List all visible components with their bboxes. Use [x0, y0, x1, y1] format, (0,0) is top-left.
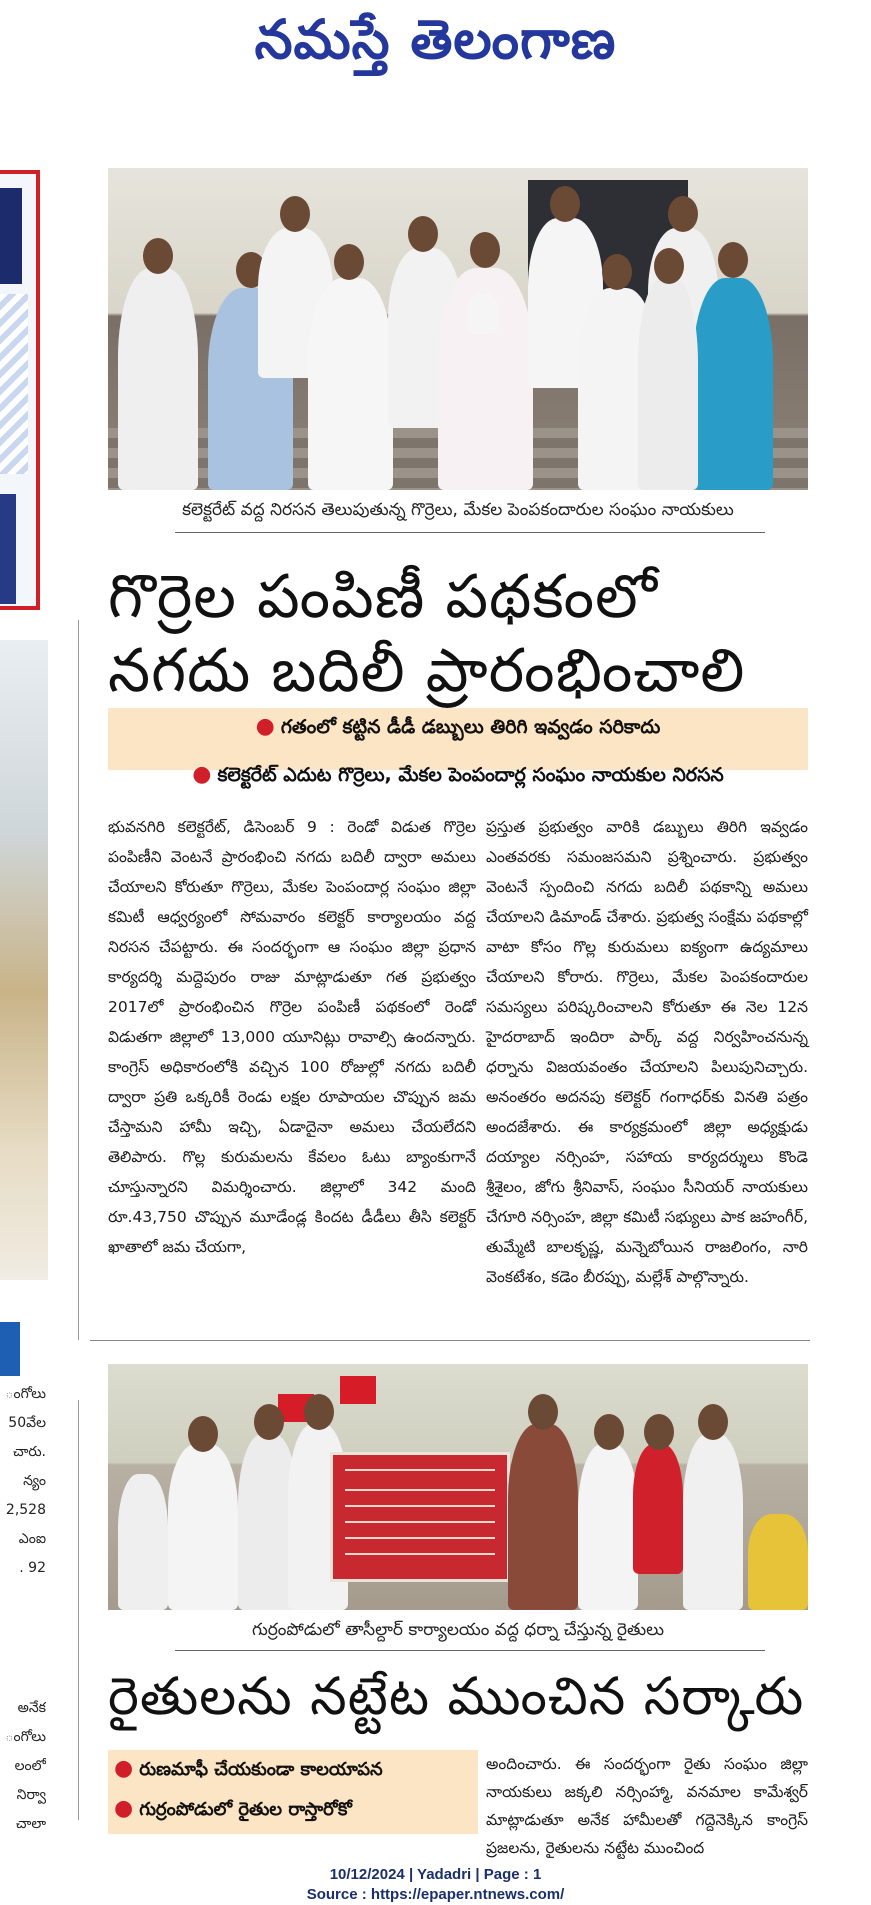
masthead — [0, 0, 871, 82]
page-info: 10/12/2024 | Yadadri | Page : 1 — [329, 1866, 542, 1883]
adjacent-photo-fragment — [0, 640, 48, 1280]
adjacent-text-fragment-a: ంగోలు 50వేల చారు. న్యం 2,528 ఎంఐ . 92 — [5, 1386, 46, 1576]
protest-photo — [108, 168, 808, 490]
adjacent-heading-fragment — [0, 1322, 20, 1376]
subhead-1: ● గతంలో కట్టిన డీడీ డబ్బులు తిరిగి ఇవ్వడం సరికాదు — [255, 714, 661, 739]
headline-line-2: నగదు బదిలీ ప్రారంభించాలి — [108, 636, 746, 706]
photo-caption: కలెక్టరేట్ వద్ద నిరసన తెలుపుతున్న గొర్రెలు, మేకల పెంపకందారుల సంఘం నాయకులు — [182, 500, 734, 520]
photo-caption-2: గుర్రంపోడులో తాసీల్దార్ కార్యాలయం వద్ద ధర్నా చేస్తున్న రైతులు — [251, 1620, 665, 1640]
newspaper-logo: నమస్తే తెలంగాణ — [254, 7, 617, 71]
adjacent-ad-fragment — [0, 170, 40, 610]
article-headline-2: రైతులను నట్టేట ముంచిన సర్కారు — [108, 1667, 805, 1727]
headline-line-1: గొర్రెల పంపిణీ పథకంలో — [108, 562, 658, 632]
subhead-2: ● కలెక్టరేట్ ఎదుట గొర్రెలు, మేకల పెంపందార్ల సంఘం నాయకుల నిరసన — [192, 762, 724, 787]
column-rule — [78, 620, 79, 1340]
bullet-icon: ● — [114, 1796, 134, 1821]
dharna-photo — [108, 1364, 808, 1610]
caption-rule-2 — [175, 1650, 765, 1651]
adjacent-text-fragment-b: అనేక ంగోలు లంలో నిర్వా చాలా — [5, 1700, 46, 1832]
subhead-4: ● గుర్రంపోడులో రైతుల రాస్తారోకో — [114, 1796, 352, 1821]
bullet-icon: ● — [192, 762, 212, 787]
subhead-3: ● రుణమాఫీ చేయకుండా కాలయాపన — [114, 1756, 383, 1781]
bullet-icon: ● — [255, 714, 275, 739]
article-body-column-2: ప్రస్తుత ప్రభుత్వం వారికి డబ్బులు తిరిగి ఇవ్వడం ఎంతవరకు సమంజసమని ప్రశ్నించారు. ప్రభుత్వం వెంటనే స్పందించి నగదు బదిలీ పథకాన్ని అమలు చేయాలని డిమాండ్ చేశారు. ప్రభుత్వ సంక్షేమ పథకాల్లో వాటా కోసం గొల్ల కురుమలు ఐక్యంగా ఉద్యమాలు చేయాలని కోరారు. గొర్రెలు, మేకల పెంపకందారుల సమస్యలు పరిష్కరించాలని కోరుతూ ఈ నెల 12న హైదరాబాద్ ఇందిరా పార్క్ వద్ద నిర్వహించనున్న ధర్నాను విజయవంతం చేయాలని పిలుపునిచ్చారు. అనంతరం అదనపు కలెక్టర్ గంగాధర్‌కు వినతి పత్రం అందజేశారు. ఈ కార్యక్రమంలో జిల్లా అధ్యక్షుడు దయ్యాల నర్సింహ, సహాయ కార్యదర్శులు కొండె శ్రీశైలం, జోగు శ్రీనివాస్, సంఘం సీనియర్ నాయకులు చేగూరి నర్సింహ, జిల్లా కమిటీ సభ్యులు పాక జహంగీర్, తుమ్మేటి బాలకృష్ణ, మన్నెబోయిన రాజలింగం, నారి వెంకటేశం, కడెం బీరప్పు, మల్లేశ్ పాల్గొన్నారు. — [486, 818, 808, 1286]
protest-banner — [330, 1452, 510, 1582]
column-rule-lower — [78, 1400, 79, 1820]
article-body-2: అందించారు. ఈ సందర్భంగా రైతు సంఘం జిల్లా నాయకులు జక్కలి నర్సింహ్మా, వనమాల కామేశ్వర్ మాట్లాడుతూ అనేక హామీలతో గద్దెనెక్కిన కాంగ్రెస్ ప్రజలను, రైతులను నట్టేట ముంచింద — [486, 1755, 808, 1857]
source-link[interactable]: Source : https://epaper.ntnews.com/ — [306, 1886, 565, 1903]
caption-rule — [175, 532, 765, 533]
article-body-column-1: భువనగిరి కలెక్టరేట్, డిసెంబర్ 9 : రెండో విడుత గొర్రెల పంపిణీని వెంటనే ప్రారంభించి నగదు బదిలీ ద్వారా అమలు చేయాలని కోరుతూ గొర్రెలు, మేకల పెంపందార్ల సంఘం జిల్లా కమిటీ ఆధ్వర్యంలో సోమవారం కలెక్టర్ కార్యాలయం వద్ద నిరసన చేపట్టారు. ఈ సందర్భంగా ఆ సంఘం జిల్లా ప్రధాన కార్యదర్శి మద్దెపురం రాజు మాట్లాడుతూ గత ప్రభుత్వం 2017లో ప్రారంభించిన గొర్రెల పంపిణీ పథకంలో రెండో విడుతగా జిల్లాలో 13,000 యూనిట్లు రావాల్సి ఉందన్నారు. కాంగ్రెస్ అధికారంలోకి వచ్చిన 100 రోజుల్లో నగదు బదిలీ ద్వారా ప్రతి ఒక్కరికీ రెండు లక్షల రూపాయల చొప్పున జమ చేస్తామని హామీ ఇచ్చి, ఏడాదైనా అమలు చేయలేదని తెలిపారు. గొల్ల కురుమలను కేవలం ఓటు బ్యాంకుగానే చూస్తున్నారని విమర్శించారు. జిల్లాలో 342 మంది రూ.43,750 చొప్పున మూడేండ్ల కిందట డీడీలు తీసి కలెక్టర్ ఖాతాలో జమ చేయగా, — [108, 818, 476, 1256]
bullet-icon: ● — [114, 1756, 134, 1781]
article-separator — [90, 1340, 810, 1341]
article-headline — [108, 560, 828, 708]
